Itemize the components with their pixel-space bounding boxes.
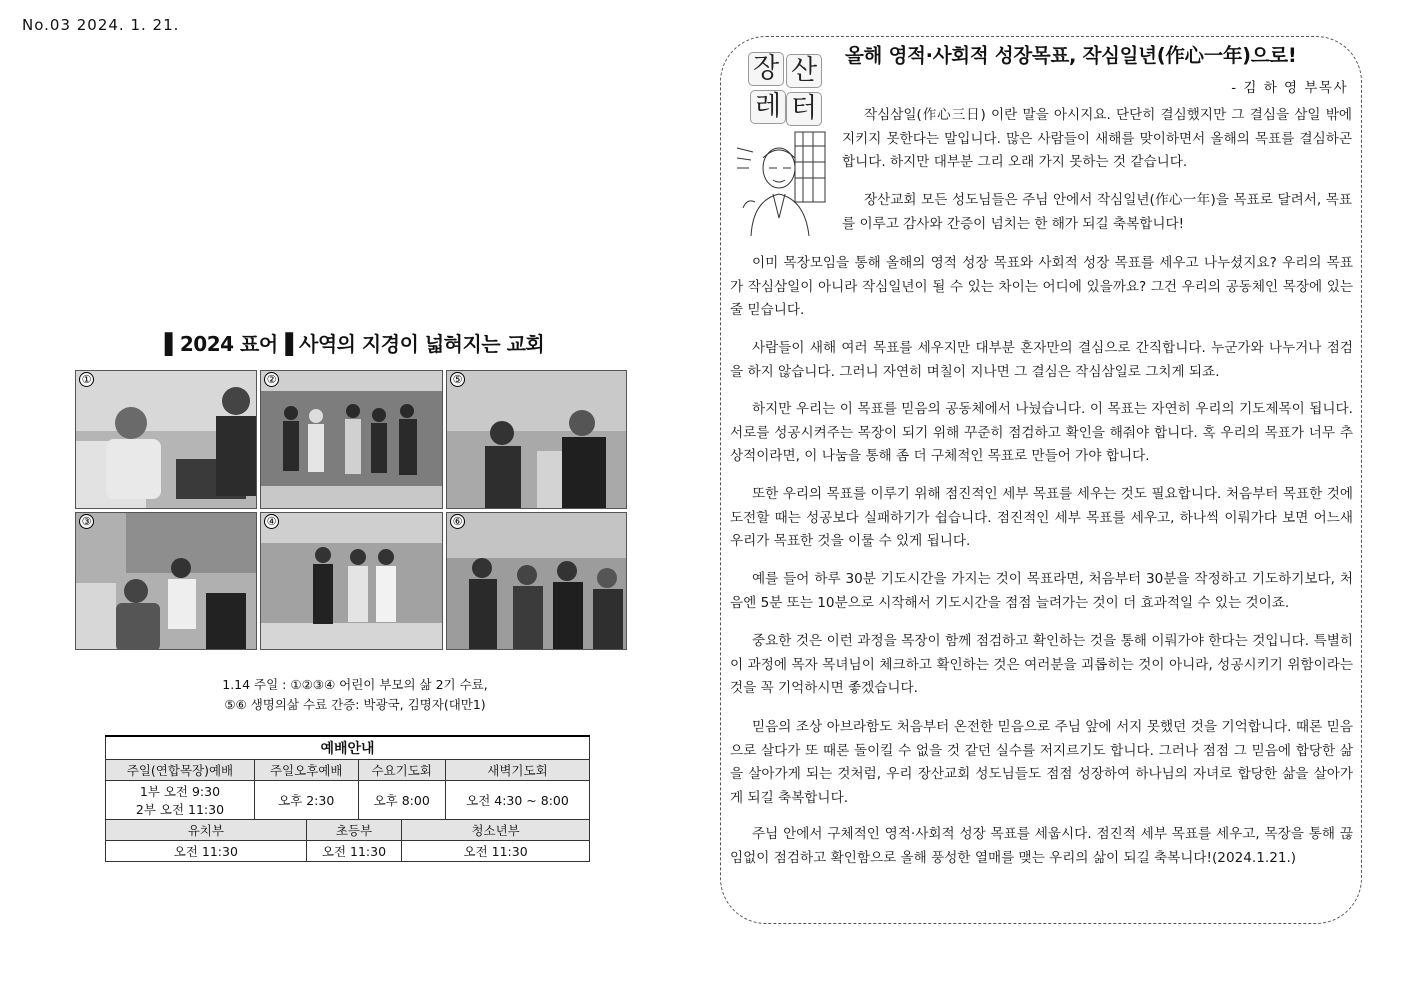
badge-char: 산 [786,54,822,88]
photo-2-image [261,371,443,509]
photo-2 [260,370,443,509]
theme-label: ▌2024 표어▐ [165,332,299,356]
value-wednesday: 오후 8:00 [358,781,445,820]
photo-caption [160,675,550,715]
value-sunday-afternoon: 오후 2:30 [254,781,358,820]
header-preschool: 유치부 [106,820,307,841]
photo-grid [75,370,627,650]
header-wednesday: 수요기도회 [358,760,445,781]
sunday-first-service: 1부 오전 9:30 [139,784,221,799]
photo-5 [446,370,627,509]
photo-6 [446,512,627,650]
value-sunday-main [106,781,255,820]
letter-author: - 김 하 영 부목사 [1231,80,1348,96]
letter-paragraph-8: 중요한 것은 이런 과정을 목장이 함께 점검하고 확인하는 것을 통해 이뤄가야 한다는 것입니다. 특별히 이 과정에 목자 목녀님이 체크하고 확인하는 것은 여러분을 괴롭히는 것이 아니라, 성공시키기 위함이라는 것을 꼭 기억하시면 좋겠습니다. [730,633,1353,696]
letter-paragraph-7: 예를 들어 하루 30분 기도시간을 가지는 것이 목표라면, 처음부터 30분을 작정하고 기도하기보다, 처음엔 5분 또는 10분으로 시작해서 기도시간을 점점 늘려가는 것이 더 효과적일 수 있는 것이죠. [730,571,1353,611]
badge-char: 터 [786,92,822,126]
photo-4 [260,512,443,650]
photo-number: ⑤ [450,372,465,387]
photo-1 [75,370,257,509]
value-youth: 오전 11:30 [402,841,590,862]
service-title: 예배안내 [106,736,590,760]
jangsan-letter-badge [748,52,826,126]
photo-5-image [447,371,627,509]
badge-char: 레 [750,90,786,124]
header-elementary: 초등부 [306,820,402,841]
theme-text: 사역의 지경이 넓혀지는 교회 [299,332,545,356]
value-dawn: 오전 4:30 ~ 8:00 [445,781,589,820]
photo-number: ③ [79,514,94,529]
letter-paragraph-3: 이미 목장모임을 통해 올해의 영적 성장 목표와 사회적 성장 목표를 세우고 나누셨지요? 우리의 목표가 작심삼일이 아니라 작심일년이 될 수 있는 차이는 어디에 있을까요? 그건 우리의 공동체인 목장에 있는 줄 믿습니다. [730,255,1353,318]
letter-paragraph-9: 믿음의 조상 아브라함도 처음부터 온전한 믿음으로 주님 앞에 서지 못했던 것을 기억합니다. 때론 믿음으로 살다가 또 때론 돌이킬 수 없을 것 같던 실수를 저지르기도 합니다. 그러나 점점 그 믿음에 합당한 삶을 살아가게 되는 것처럼, 우리 장산교회 성도님들도 점점 성장하여 하나님의 자녀로 합당한 삶을 살아가게 되길 축복합니다. [730,719,1353,806]
issue-number: No.03 2024. 1. 21. [22,16,180,34]
header-sunday-main: 주일(연합목장)예배 [106,760,255,781]
sunday-second-service: 2부 오전 11:30 [135,802,225,817]
photo-number: ④ [264,514,279,529]
value-preschool: 오전 11:30 [106,841,307,862]
letter-paragraph-2: 장산교회 모든 성도님들은 주님 안에서 작심일년(作心一年)을 목표로 달려서, 목표를 이루고 감사와 간증이 넘치는 한 해가 되길 축복합니다! [842,192,1352,232]
value-elementary: 오전 11:30 [306,841,402,862]
letter-paragraph-5: 하지만 우리는 이 목표를 믿음의 공동체에서 나눴습니다. 이 목표는 자연히 우리의 기도제목이 됩니다. 서로를 성공시켜주는 목장이 되기 위해 꾸준히 점검하고 확인을 해줘야 합니다. 혹 우리의 목표가 너무 추상적이라면, 이 나눔을 통해 좀 더 구체적인 목표로 만들어 가야 합니다. [730,401,1353,464]
letter-paragraph-1: 작심삼일(作心三日) 이란 말을 아시지요. 단단히 결심했지만 그 결심을 삼일 밖에 지키지 못한다는 말입니다. 많은 사람들이 새해를 맞이하면서 올해의 목표를 결심하곤 합니다. 하지만 대부분 그리 오래 가지 못하는 것 같습니다. [842,107,1352,170]
header-sunday-afternoon: 주일오후예배 [254,760,358,781]
letter-title: 올해 영적·사회적 성장목표, 작심일년(作心一年)으로! [845,44,1297,67]
badge-char: 장 [748,52,784,86]
header-youth: 청소년부 [402,820,590,841]
letter-paragraph-6: 또한 우리의 목표를 이루기 위해 점진적인 세부 목표를 세우는 것도 필요합니다. 처음부터 목표한 것에 도전할 때는 성공보다 실패하기가 쉽습니다. 점진적인 세부 목표를 세우고, 하나씩 이뤄가다 보면 어느새 우리가 목표한 것을 이룰 수 있게 됩니다. [730,486,1353,549]
header-dawn: 새벽기도회 [445,760,589,781]
photo-6-image [447,513,627,650]
photo-4-image [261,513,443,650]
photo-number: ⑥ [450,514,465,529]
caption-line-1: 1.14 주일 : ①②③④ 어린이 부모의 삶 2기 수료, [222,677,488,692]
letter-paragraph-4: 사람들이 새해 여러 목표를 세우지만 대부분 혼자만의 결심으로 간직합니다. 누군가와 나누거나 점검을 하지 않습니다. 그러니 자연히 며칠이 지나면 그 결심은 작심삼일로 그치게 되죠. [730,340,1353,380]
service-schedule-table [105,735,590,862]
author-portrait-sketch [733,128,829,236]
caption-line-2: ⑤⑥ 생명의삶 수료 간증: 박광국, 김명자(대만1) [224,697,486,712]
photo-number: ② [264,372,279,387]
letter-paragraph-10: 주님 안에서 구체적인 영적·사회적 성장 목표를 세웁시다. 점진적 세부 목표를 세우고, 목장을 통해 끊임없이 점검하고 확인함으로 올해 풍성한 열매를 맺는 우리의 삶이 되길 축복니다!(2024.1.21.) [730,826,1353,866]
photo-3-image [76,513,257,650]
photo-number: ① [79,372,94,387]
theme-heading [165,328,544,357]
photo-3 [75,512,257,650]
photo-1-image [76,371,257,509]
